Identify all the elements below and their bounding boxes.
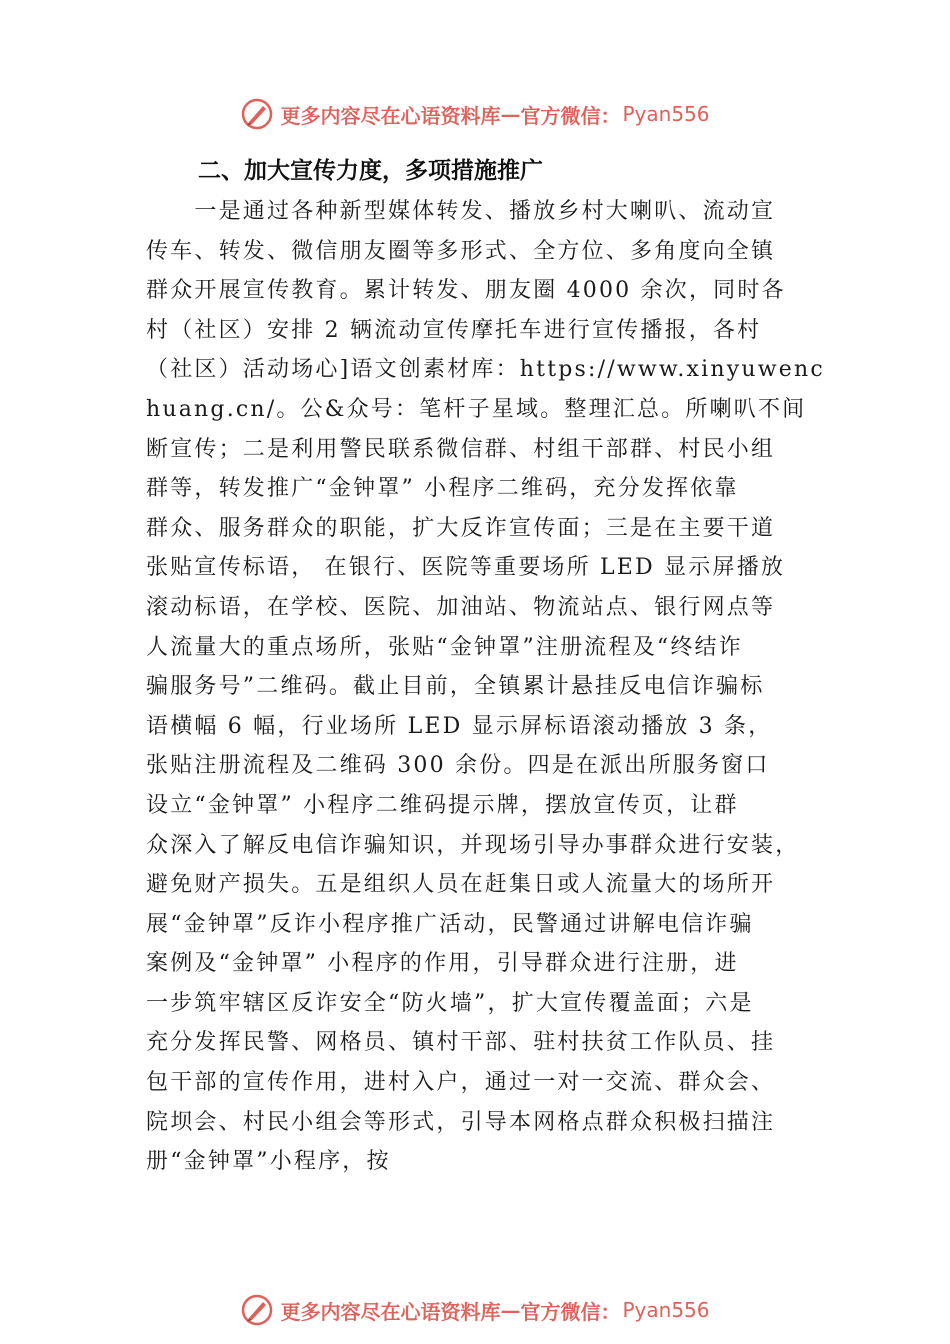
paragraph-line: 传车、转发、微信朋友圈等多形式、全方位、多角度向全镇 <box>146 238 776 264</box>
banner-wechat-label: 官方微信： <box>520 103 621 128</box>
paragraph-line: 村（社区）安排 2 辆流动宣传摩托车进行宣传播报，各村 <box>146 317 762 343</box>
paragraph-line: 群众开展宣传教育。累计转发、朋友圈 4000 余次，同时各 <box>146 278 786 304</box>
paragraph-line: 滚动标语，在学校、医院、加油站、物流站点、银行网点等 <box>146 594 776 620</box>
banner-title: 更多内容尽在心语资料库 <box>280 103 501 128</box>
paragraph-line: 一是通过各种新型媒体转发、播放乡村大喇叭、流动宣 <box>146 199 776 224</box>
banner-dash: — <box>500 102 521 126</box>
paragraph-line: 骗服务号”二维码。截止目前，全镇累计悬挂反电信诈骗标 <box>146 674 765 700</box>
paragraph-line: 语横幅 6 幅，行业场所 LED 显示屏标语滚动播放 3 条， <box>146 713 773 739</box>
paragraph-line: 张贴宣传标语， 在银行、医院等重要场所 LED 显示屏播放 <box>146 555 786 581</box>
paragraph-line: 册“金钟罩”小程序，按 <box>146 1149 391 1175</box>
pen-logo-icon <box>240 97 274 131</box>
paragraph-line: 设立“金钟罩” 小程序二维码提示牌，摆放宣传页，让群 <box>146 792 739 818</box>
paragraph-line: 众深入了解反电信诈骗知识，并现场引导办事群众进行安装， <box>146 832 800 858</box>
paragraph-line: 一步筑牢辖区反诈安全“防火墙”，扩大宣传覆盖面；六是 <box>146 990 754 1016</box>
paragraph-line: （社区）活动场心]语文创素材库：https://www.xinyuwenc <box>146 357 825 383</box>
banner-title: 更多内容尽在心语资料库 <box>280 1299 501 1324</box>
paragraph-line: 断宣传；二是利用警民联系微信群、村组干部群、村民小组 <box>146 436 776 462</box>
paragraph-line: 群众、服务群众的职能，扩大反诈宣传面；三是在主要干道 <box>146 515 776 541</box>
footer-banner <box>0 1290 950 1330</box>
paragraph-line: 充分发挥民警、网格员、镇村干部、驻村扶贫工作队员、挂 <box>146 1030 776 1056</box>
paragraph-line: 院坝会、村民小组会等形式，引导本网格点群众积极扫描注 <box>146 1109 776 1135</box>
banner-wechat-id: Pyan556 <box>622 102 710 126</box>
banner-dash: — <box>500 1298 521 1322</box>
banner-wechat-id: Pyan556 <box>622 1298 710 1322</box>
paragraph-line: 张贴注册流程及二维码 300 余份。四是在派出所服务窗口 <box>146 753 770 779</box>
paragraph-line: 展“金钟罩”反诈小程序推广活动，民警通过讲解电信诈骗 <box>146 911 754 937</box>
body-paragraph <box>146 192 826 1182</box>
paragraph-line: huang.cn/。公&众号：笔杆子星域。整理汇总。所喇叭不间 <box>146 396 807 422</box>
paragraph-line: 案例及“金钟罩” 小程序的作用，引导群众进行注册，进 <box>146 951 739 977</box>
banner-wechat-label: 官方微信： <box>520 1299 621 1324</box>
section-heading: 二、加大宣传力度，多项措施推广 <box>198 158 543 184</box>
pen-logo-icon <box>240 1293 274 1327</box>
paragraph-line: 避免财产损失。五是组织人员在赶集日或人流量大的场所开 <box>146 872 776 898</box>
paragraph-line: 群等，转发推广“金钟罩” 小程序二维码，充分发挥依靠 <box>146 476 739 502</box>
paragraph-line: 包干部的宣传作用，进村入户，通过一对一交流、群众会、 <box>146 1070 776 1096</box>
header-banner <box>0 94 950 134</box>
paragraph-line: 人流量大的重点场所，张贴“金钟罩”注册流程及“终结诈 <box>146 634 743 660</box>
